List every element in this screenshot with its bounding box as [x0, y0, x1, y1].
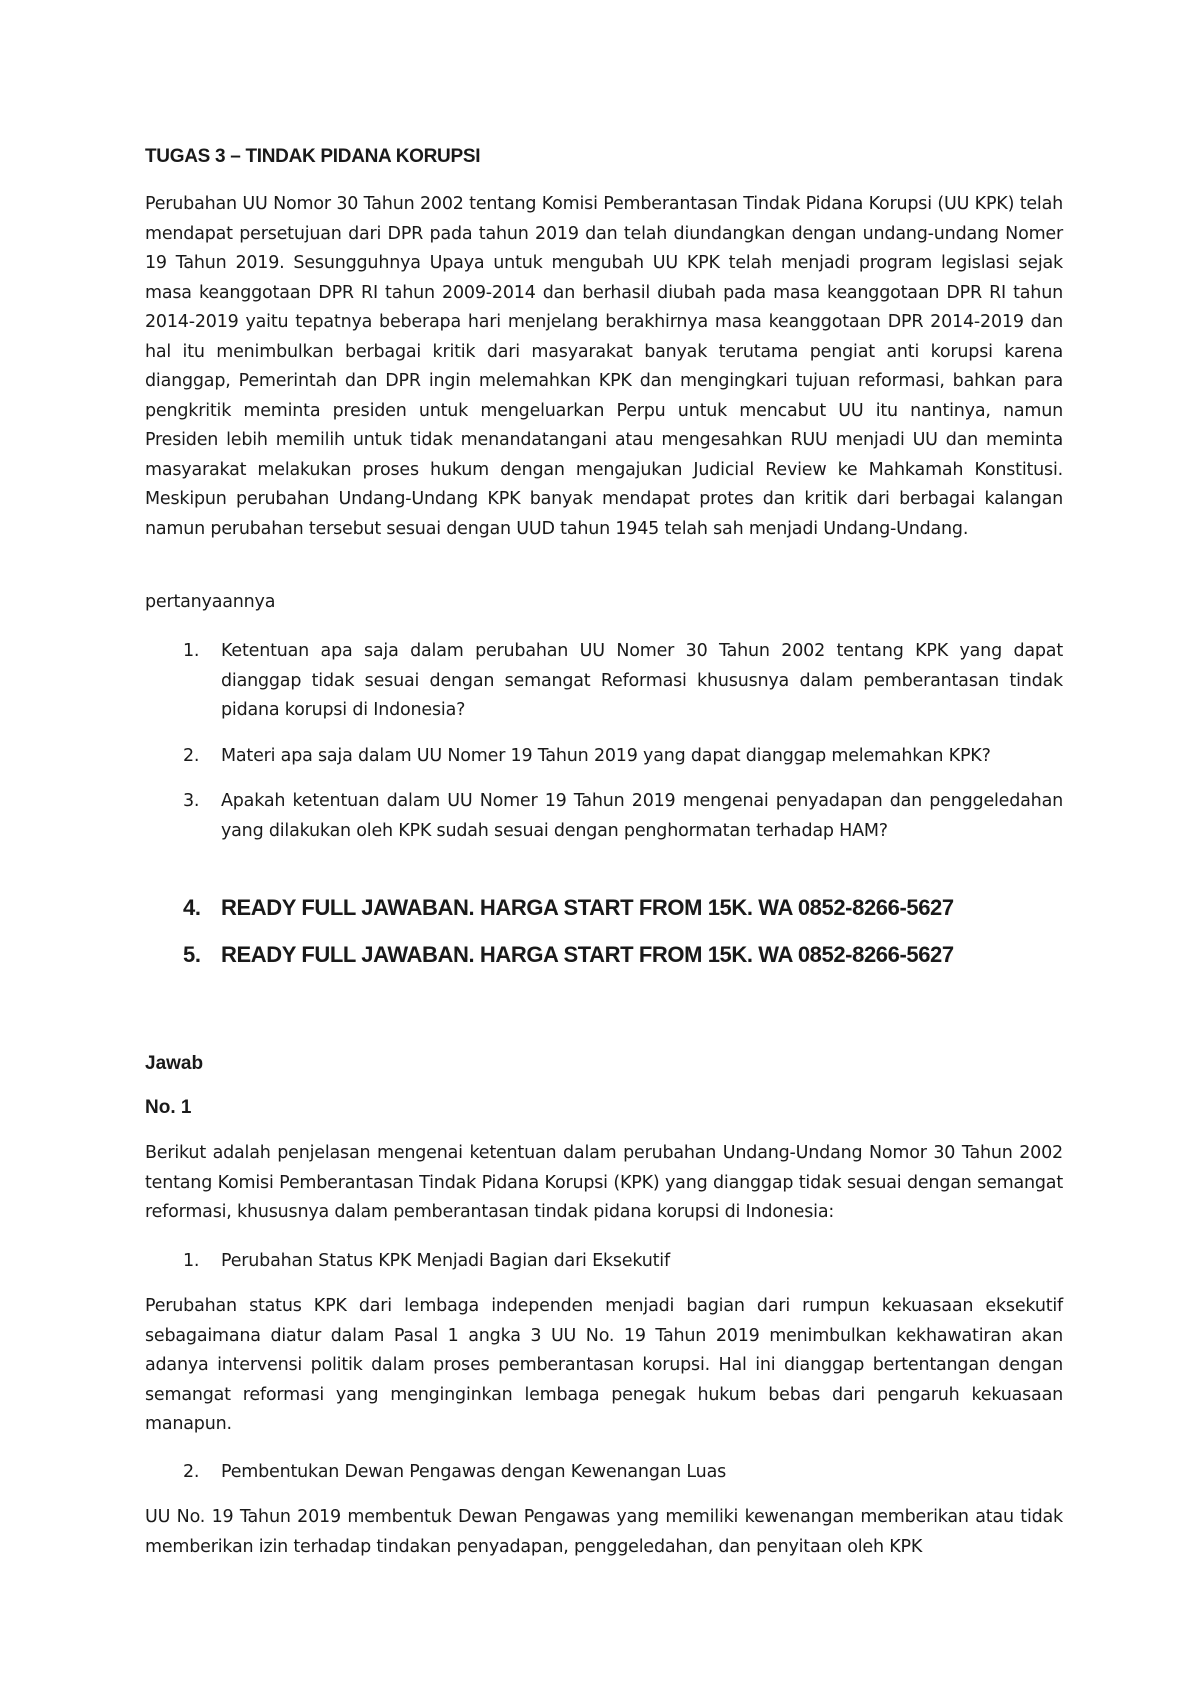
question-text: Apakah ketentuan dalam UU Nomer 19 Tahun 2019 mengenai penyadapan dan penggeledahan yang dilakukan oleh KPK sudah sesuai dengan penghormatan terhadap HAM?	[221, 791, 1063, 841]
point-title: Perubahan Status KPK Menjadi Bagian dari Eksekutif	[221, 1251, 670, 1271]
question-text: READY FULL JAWABAN. HARGA START FROM 15K. WA 0852-8266-5627	[221, 895, 954, 920]
question-text: READY FULL JAWABAN. HARGA START FROM 15K. WA 0852-8266-5627	[221, 942, 954, 967]
point-title: Pembentukan Dewan Pengawas dengan Kewenangan Luas	[221, 1462, 727, 1482]
point-title-item	[183, 1462, 726, 1482]
question-text: Materi apa saja dalam UU Nomer 19 Tahun 2019 yang dapat dianggap melemahkan KPK?	[221, 746, 991, 766]
question-item	[183, 940, 1063, 970]
point-body: Perubahan status KPK dari lembaga independen menjadi bagian dari rumpun kekuasaan eksekutif sebagaimana diatur dalam Pasal 1 angka 3 UU No. 19 Tahun 2019 menimbulkan kekhawatiran akan adanya intervensi politik dalam proses pemberantasan korupsi. Hal ini dianggap bertentangan dengan semangat reformasi yang menginginkan lembaga penegak hukum bebas dari pengaruh kekuasaan manapun.	[145, 1296, 1063, 1434]
answer-heading: Jawab	[145, 1053, 204, 1074]
question-number: 4.	[183, 895, 201, 920]
intro-paragraph: Perubahan UU Nomor 30 Tahun 2002 tentang Komisi Pemberantasan Tindak Pidana Korupsi (UU KPK) telah mendapat persetujuan dari DPR pada tahun 2019 dan telah diundangkan dengan undang-undang Nomer 19 Tahun 2019. Sesungguhnya Upaya untuk mengubah UU KPK telah menjadi program legislasi sejak masa keanggotaan DPR RI tahun 2009-2014 dan berhasil diubah pada masa keanggotaan DPR RI tahun 2014-2019 yaitu tepatnya beberapa hari menjelang berakhirnya masa keanggotaan DPR 2014-2019 dan hal itu menimbulkan berbagai kritik dari masyarakat banyak terutama pengiat anti korupsi karena dianggap, Pemerintah dan DPR ingin melemahkan KPK dan mengingkari tujuan reformasi, bahkan para pengkritik meminta presiden untuk mengeluarkan Perpu untuk mencabut UU itu nantinya, namun Presiden lebih memilih untuk tidak menandatangani atau mengesahkan RUU menjadi UU dan meminta masyarakat melakukan proses hukum dengan mengajukan Judicial Review ke Mahkamah Konstitusi. Meskipun perubahan Undang-Undang KPK banyak mendapat protes dan kritik dari berbagai kalangan namun perubahan tersebut sesuai dengan UUD tahun 1945 telah sah menjadi Undang-Undang.	[145, 194, 1063, 539]
point-number: 1.	[183, 1251, 200, 1271]
point-number: 2.	[183, 1462, 200, 1482]
question-number: 1.	[183, 641, 200, 661]
point-title-item	[183, 1251, 670, 1271]
question-number: 3.	[183, 791, 200, 811]
question-item	[183, 742, 1063, 772]
answer-intro: Berikut adalah penjelasan mengenai ketentuan dalam perubahan Undang-Undang Nomor 30 Tahun 2002 tentang Komisi Pemberantasan Tindak Pidana Korupsi (KPK) yang dianggap tidak sesuai dengan semangat reformasi, khususnya dalam pemberantasan tindak pidana korupsi di Indonesia:	[145, 1143, 1063, 1222]
question-number: 2.	[183, 746, 200, 766]
document-title: TUGAS 3 – TINDAK PIDANA KORUPSI	[145, 146, 481, 167]
point-body: UU No. 19 Tahun 2019 membentuk Dewan Pengawas yang memiliki kewenangan memberikan atau tidak memberikan izin terhadap tindakan penyadapan, penggeledahan, dan penyitaan oleh KPK	[145, 1507, 1063, 1557]
question-item	[183, 893, 1063, 923]
answer-number-heading: No. 1	[145, 1097, 192, 1118]
question-text: Ketentuan apa saja dalam perubahan UU Nomer 30 Tahun 2002 tentang KPK yang dapat dianggap tidak sesuai dengan semangat Reformasi khususnya dalam pemberantasan tindak pidana korupsi di Indonesia?	[221, 641, 1063, 720]
question-item	[183, 787, 1063, 846]
question-item	[183, 637, 1063, 726]
question-lead: pertanyaannya	[145, 592, 276, 612]
question-number: 5.	[183, 942, 201, 967]
